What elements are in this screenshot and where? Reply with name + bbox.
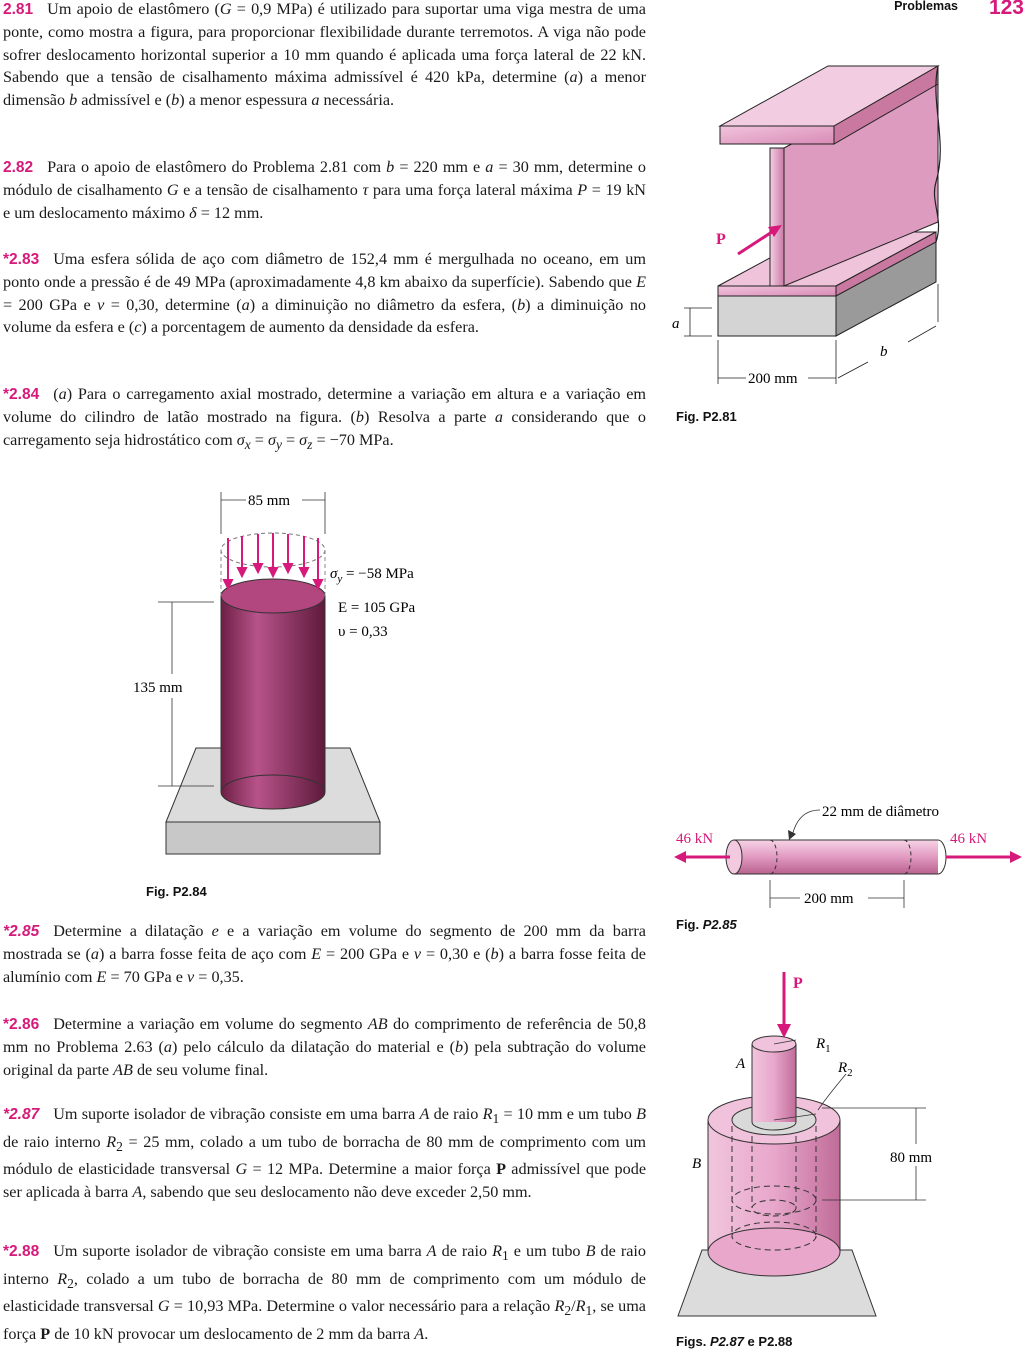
problem-2-88 [3, 1240, 646, 1345]
problem-number: *2.88 [3, 1243, 40, 1260]
problem-number: *2.86 [3, 1016, 40, 1033]
beam-web [770, 148, 784, 286]
problem-number: *2.84 [3, 386, 40, 403]
problem-text: (a) Para o carregamento axial mostrado, determine a variação em altura e a variação em volume do cilindro de latão mostrado na figura. (b) Resolva a parte a considerando que o carregamento seja hidrostático com $\sigma_x = \sigma_y = \sigma_z = -70$ MPa. [3, 385, 646, 453]
problem-text: Um apoio de elastômero (G = 0,9 MPa) é utilizado para suportar uma viga mestra de uma ponte, como mostra a figura, para proporcionar flexibilidade durante terremotos. A viga não pode sofrer deslocamento horizontal superior a 10 mm quando é aplicada uma força lateral de 22 kN. Sabendo que a tensão de cisalhamento máxima admissível é 420 kPa, determine (a) a menor dimensão b admissível e (b) a menor espessura a necessária. [3, 0, 646, 109]
brass-cylinder [221, 596, 325, 792]
load-right: 46 kN [950, 831, 988, 847]
caption-p2-85: Fig. P2.85 [676, 917, 737, 932]
problem-2-82 [3, 156, 646, 224]
dim-height: 135 mm [133, 680, 183, 696]
force-label-p: P [793, 975, 803, 992]
pad-front [718, 294, 836, 336]
dim-200-label: 200 mm [748, 371, 798, 387]
problem-number: *2.83 [3, 251, 40, 268]
problem-number: *2.85 [3, 923, 40, 940]
problem-2-81 [3, 0, 646, 111]
figure-p2-87 [676, 968, 976, 1328]
problem-number: 2.82 [3, 159, 34, 176]
label-a: A [736, 1056, 746, 1072]
dim-a-label: a [672, 316, 680, 332]
r2-label: $R_2$ [838, 1060, 853, 1079]
problem-text: Um suporte isolador de vibração consiste em uma barra A de raio $R_1 = 10$ mm e um tubo B de raio interno $R_2 = 25$ mm, colado a um tubo de borracha de 80 mm de comprimento com um módulo de elasticidade transversal G = 12 MPa. Determine a maior força P admissível que pode ser aplicada à barra A, sabendo que seu deslocamento não deve exceder 2,50 mm. [3, 1105, 646, 1201]
dim-b-label: b [880, 344, 888, 360]
bar [734, 840, 938, 874]
problem-text: Um suporte isolador de vibração consiste em uma barra A de raio $R_1$ e um tubo B de raio interno $R_2$, colado a um tubo de borracha de 80 mm de comprimento com um módulo de elasticidade transversal G = 10,93 MPa. Determine o valor necessário para a relação $R_2/R_1$, se uma força P de 10 kN provocar um deslocamento de 2 mm da barra A. [3, 1242, 646, 1343]
label-b: B [692, 1156, 702, 1172]
problem-number: 2.81 [3, 1, 34, 18]
section-title: Problemas [894, 0, 958, 13]
base-front [166, 822, 380, 854]
problem-2-86 [3, 1013, 646, 1081]
r1-label: $R_1$ [816, 1036, 831, 1055]
problem-2-87 [3, 1103, 646, 1203]
diameter-note: 22 mm de diâmetro [822, 804, 940, 820]
problem-text: Determine a dilatação e e a variação em volume do segmento de 200 mm da barra mostrada se (a) a barra fosse feita de aço com E = 200 GPa e ν = 0,30 e (b) a barra fosse feita de alumínio com E = 70 GPa e ν = 0,35. [3, 922, 646, 986]
bar-a [752, 1044, 796, 1122]
load-left: 46 kN [676, 831, 714, 847]
caption-p2-84: Fig. P2.84 [146, 884, 207, 899]
problem-text: Para o apoio de elastômero do Problema 2.81 com b = 220 mm e a = 30 mm, determine o módulo de cisalhamento G e a tensão de cisalhamento τ para uma força lateral máxima P = 19 kN e um deslocamento máximo δ = 12 mm. [3, 158, 646, 222]
figure-p2-84 [128, 486, 450, 858]
modulus-label: E = 105 GPa [338, 600, 416, 616]
problem-text: Determine a variação em volume do segmento AB do comprimento de referência de 50,8 mm no Problema 2.63 (a) pelo cálculo da dilatação do material e (b) pela subtração do volume original da parte AB de seu volume final. [3, 1015, 647, 1079]
poisson-label: υ = 0,33 [338, 624, 388, 640]
problem-2-83 [3, 248, 646, 339]
stress-label: $\sigma_y = -58$ MPa [330, 566, 414, 585]
figure-p2-81 [668, 22, 1024, 402]
caption-p2-87: Figs. P2.87 e P2.88 [676, 1334, 793, 1349]
problem-text: Uma esfera sólida de aço com diâmetro de 152,4 mm é mergulhada no oceano, em um ponto onde a pressão é de 49 MPa (aproximadamente 4,8 km abaixo da superfície). Sabendo que E = 200 GPa e ν = 0,30, determine (a) a diminuição no diâmetro da esfera, (b) a diminuição no volume da esfera e (c) a porcentagem de aumento da densidade da esfera. [3, 250, 647, 337]
problem-2-85 [3, 920, 646, 988]
problem-number: *2.87 [3, 1106, 40, 1123]
force-label-p: P [716, 231, 726, 248]
caption-p2-81: Fig. P2.81 [676, 409, 737, 424]
problem-2-84 [3, 383, 646, 456]
dim-80: 80 mm [890, 1150, 933, 1166]
dim-diameter: 85 mm [248, 493, 291, 509]
dim-segment: 200 mm [804, 891, 854, 907]
page-number: 123 [988, 0, 1024, 19]
figure-p2-85 [672, 798, 1024, 916]
